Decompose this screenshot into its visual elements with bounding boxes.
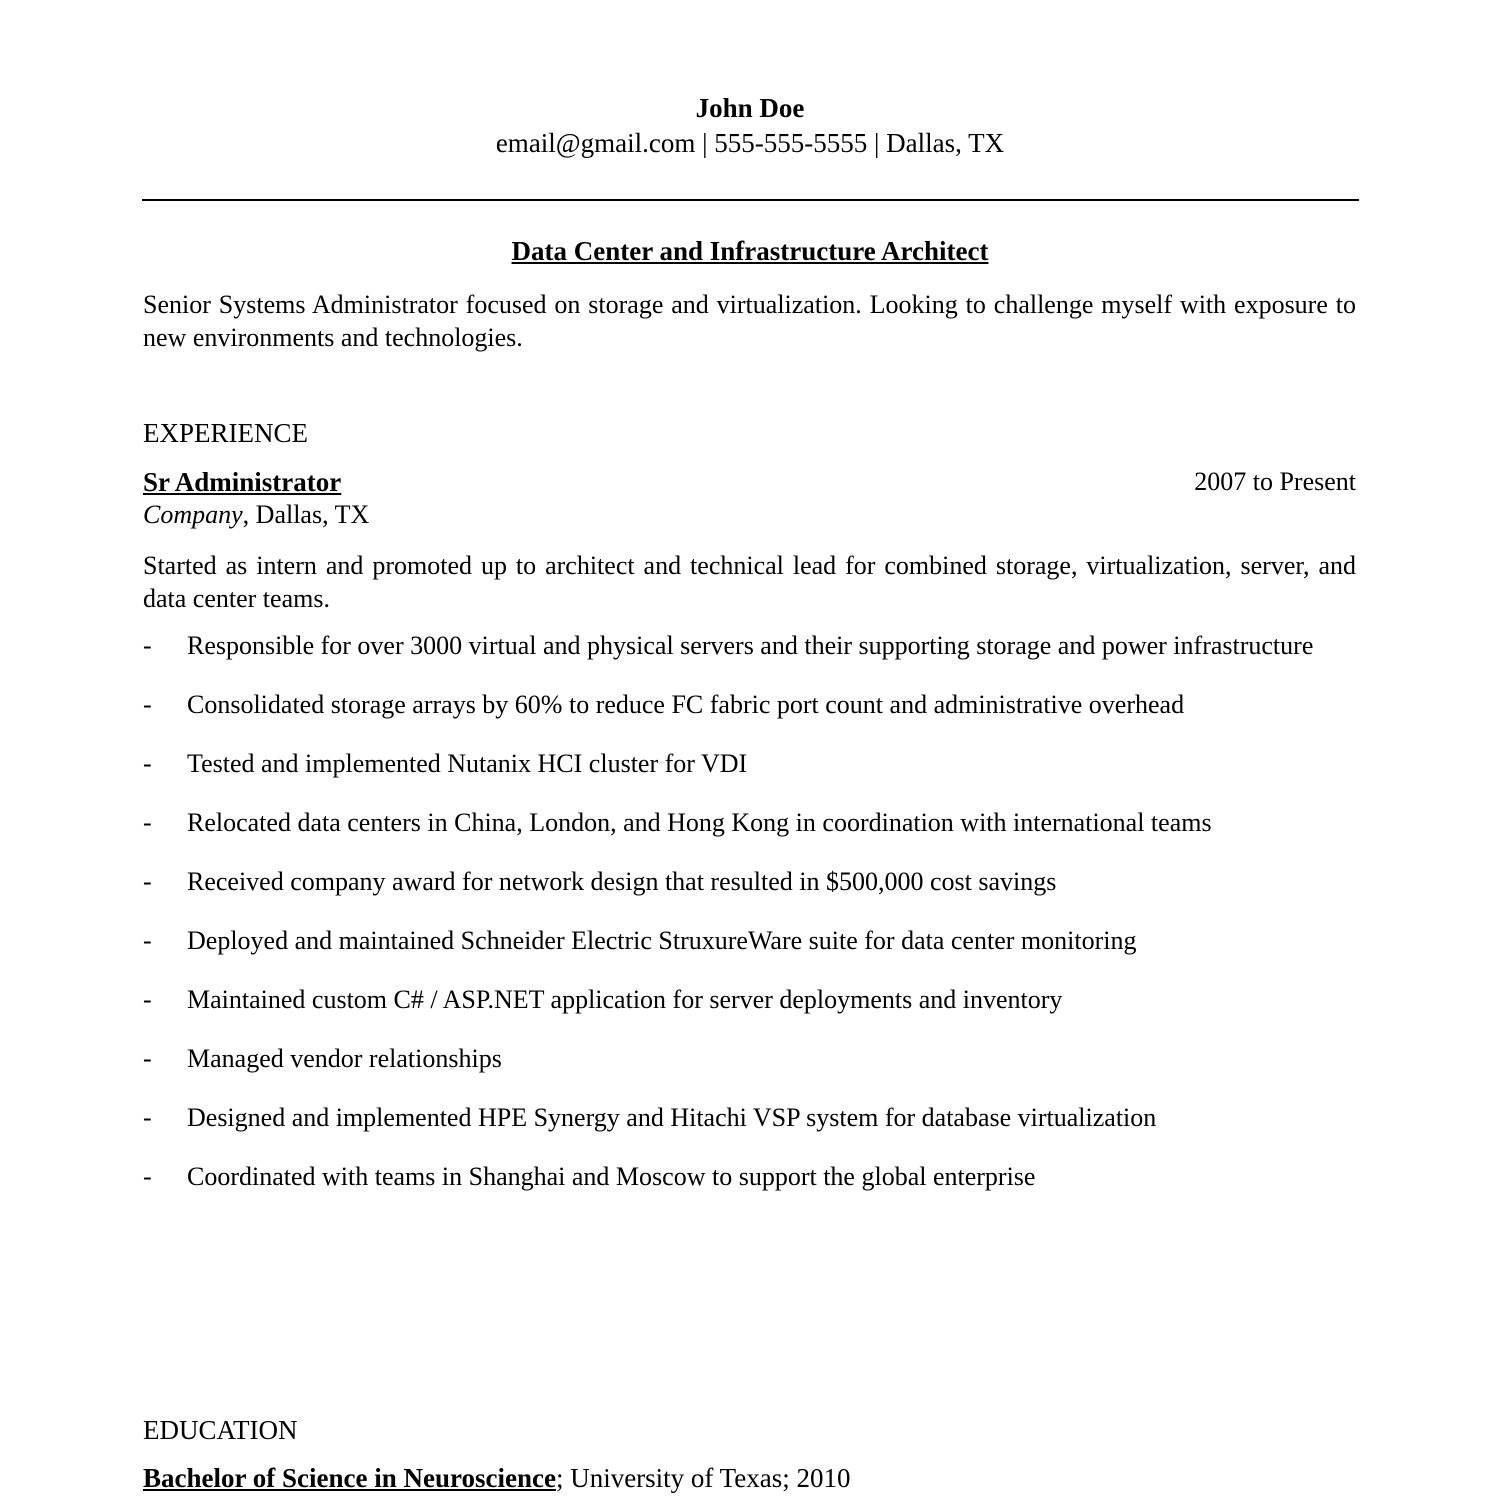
list-item bbox=[143, 1160, 1356, 1193]
list-item bbox=[143, 688, 1356, 721]
bullet-text: Consolidated storage arrays by 60% to reduce FC fabric port count and administrative overhead bbox=[187, 690, 1185, 719]
degree-name: Bachelor of Science in Neuroscience bbox=[143, 1463, 556, 1493]
bullet-text: Relocated data centers in China, London, and Hong Kong in coordination with international teams bbox=[187, 808, 1212, 837]
list-item bbox=[143, 629, 1356, 662]
job-company: Company bbox=[143, 500, 243, 529]
objective-title: Data Center and Infrastructure Architect bbox=[511, 236, 989, 266]
bullet-dash: - bbox=[143, 867, 152, 896]
bullet-text: Received company award for network design that resulted in $500,000 cost savings bbox=[187, 867, 1057, 896]
bullet-text: Designed and implemented HPE Synergy and Hitachi VSP system for database virtualization bbox=[187, 1103, 1157, 1132]
bullet-text: Coordinated with teams in Shanghai and Moscow to support the global enterprise bbox=[187, 1162, 1036, 1191]
job-description: Started as intern and promoted up to architect and technical lead for combined storage, virtualization, server, and data center teams. bbox=[143, 551, 1356, 613]
candidate-name: John Doe bbox=[695, 93, 805, 123]
header-divider bbox=[142, 199, 1359, 201]
bullet-dash: - bbox=[143, 808, 152, 837]
list-item bbox=[143, 1101, 1356, 1134]
education-heading: EDUCATION bbox=[143, 1415, 298, 1445]
bullet-text: Responsible for over 3000 virtual and physical servers and their supporting storage and power infrastructure bbox=[187, 631, 1314, 660]
summary-paragraph: Senior Systems Administrator focused on storage and virtualization. Looking to challenge myself with exposure to new environments and technologies. bbox=[143, 290, 1356, 352]
bullet-dash: - bbox=[143, 631, 152, 660]
job-bullets bbox=[143, 629, 1356, 1219]
bullet-dash: - bbox=[143, 749, 152, 778]
job-company-location bbox=[143, 500, 369, 530]
bullet-text: Maintained custom C# / ASP.NET application for server deployments and inventory bbox=[187, 985, 1063, 1014]
list-item bbox=[143, 924, 1356, 957]
job-title: Sr Administrator bbox=[143, 467, 342, 497]
bullet-dash: - bbox=[143, 1044, 152, 1073]
bullet-dash: - bbox=[143, 926, 152, 955]
bullet-dash: - bbox=[143, 690, 152, 719]
bullet-text: Tested and implemented Nutanix HCI cluster for VDI bbox=[187, 749, 748, 778]
list-item bbox=[143, 865, 1356, 898]
bullet-dash: - bbox=[143, 1162, 152, 1191]
list-item bbox=[143, 983, 1356, 1016]
job-dates: 2007 to Present bbox=[1194, 467, 1356, 496]
bullet-dash: - bbox=[143, 985, 152, 1014]
bullet-text: Managed vendor relationships bbox=[187, 1044, 502, 1073]
bullet-text: Deployed and maintained Schneider Electric StruxureWare suite for data center monitoring bbox=[187, 926, 1137, 955]
job-location: , Dallas, TX bbox=[242, 500, 370, 529]
degree-line bbox=[143, 1463, 851, 1494]
bullet-dash: - bbox=[143, 1103, 152, 1132]
degree-details: ; University of Texas; 2010 bbox=[555, 1463, 851, 1493]
list-item bbox=[143, 1042, 1356, 1075]
list-item bbox=[143, 806, 1356, 839]
list-item bbox=[143, 747, 1356, 780]
experience-heading: EXPERIENCE bbox=[143, 418, 308, 448]
contact-info: email@gmail.com | 555-555-5555 | Dallas, TX bbox=[495, 128, 1005, 158]
